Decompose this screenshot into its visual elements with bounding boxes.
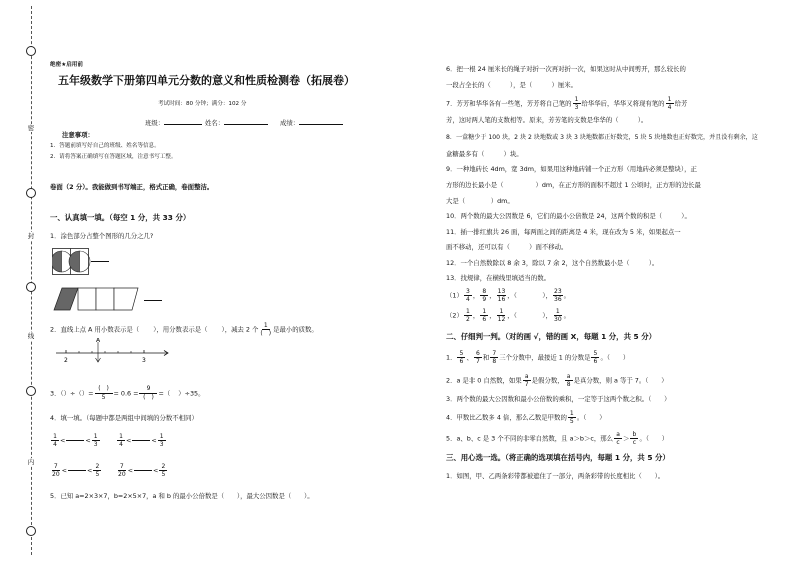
j1-part-d: 。（ ） [600, 353, 630, 362]
q8-line-1: 8．一盒糖少于 100 块，2 块 2 块地数或 3 块 3 块地数都正好数完，5 块 5 块地数也正好数完，并且没有剩余，这 [446, 134, 758, 141]
name-field[interactable] [205, 118, 268, 127]
seal-char: 线 [25, 332, 37, 340]
q13-row-1[interactable]: （1） $\frac{3}{4}$ ， $\frac{8}{9}$ ， $\frac{13}{16}$ ，（ ）， $\frac{23}{36}$ 。 [446, 288, 571, 303]
score-blank[interactable] [299, 118, 343, 125]
q6-line-1: 6．把一根 24 厘米长的绳子对折一次再对折一次，如果这时从中间剪开，那么较长的 [446, 65, 686, 73]
q10-text: 10．两个数的最大公因数是 6，它们的最小公倍数是 24，这两个数的积是（ ）。 [446, 212, 691, 220]
binding-margin [24, 6, 40, 555]
class-field[interactable] [145, 118, 202, 127]
q11-line-1: 11．插一排红旗共 26 面，每两面之间的距离是 4 米，现在改为 5 米，如果起点一 [446, 228, 681, 236]
neatness-note: 卷面（2 分）。我能做到书写端正，格式正确，卷面整洁。 [50, 183, 214, 191]
q3-part-a: ）÷（ [63, 389, 82, 398]
q9-line-1: 9．一种地砖长 4dm，宽 3dm，如果用这种地砖铺一个正方形（用地砖必须是整块），正 [446, 165, 697, 173]
notes-title: 注意事项： [62, 131, 94, 139]
j4-part-a: 4．甲数比乙数多 4 倍，那么乙数是甲数的 [446, 413, 567, 422]
q1-answer-1[interactable] [90, 253, 110, 270]
tick-3-label: 3 [142, 357, 146, 364]
j2-part-b: 是假分数， [531, 376, 564, 385]
judge-1[interactable]: 1． $\frac{5}{6}$ 、 $\frac{6}{7}$ 和 $\frac{7}{8}$ 三个分数中，最接近 1 的分数是 $\frac{5}{6}$ 。（ ） [446, 350, 630, 365]
binding-hole [26, 526, 36, 536]
q3-den: 5 [101, 394, 106, 401]
q1-text: 1．涂色部分占整个图形的几分之几? [50, 232, 154, 240]
j1-part-b: 和 [482, 353, 490, 362]
q4-item-3[interactable]: $\frac{7}{20}$ < < $\frac{2}{5}$ [50, 462, 102, 479]
number-line [56, 338, 172, 364]
q2-part-a: 2．直线上点 A 用小数表示是（ [50, 325, 140, 334]
choice-1: 1．如图，甲、乙两条彩带都被遮住了一部分，两条彩带的长度相比（ ）。 [446, 472, 665, 480]
q2-part-d: 是最小的质数。 [273, 325, 318, 334]
note-1: 1．答题前填写好自己的班级、姓名等信息。 [50, 143, 160, 149]
q3-prefix: 3．（ [50, 389, 64, 398]
binding-hole [26, 46, 36, 56]
exam-info: 考试时间：80 分钟；满分：102 分 [158, 101, 247, 107]
q3-part-e: ）÷35。 [178, 389, 205, 398]
j1-part-a: 1． [446, 353, 457, 362]
j5-part-a: 5．a、b、c 是 3 个不同的非零自然数，且 a＞b＞c，那么 [446, 434, 614, 443]
judge-4[interactable]: 4．甲数比乙数多 4 倍，那么乙数是甲数的 $\frac{1}{5}$ 。（ ） [446, 410, 606, 425]
j1-part-c: 三个分数中，最接近 1 的分数是 [499, 353, 591, 362]
q3-part-b: ）= [81, 389, 94, 398]
q13-text: 13．找规律，在横线里填适当的数。 [446, 274, 550, 282]
q2-part-c: ），减去 2 个 [221, 325, 259, 334]
secret-mark: 绝密★启用前 [50, 62, 83, 68]
seal-char: 密 [25, 124, 37, 132]
seal-char: 内 [25, 458, 37, 466]
q4-text: 4．填一填。（每题中都是两组中间填的分数不相同） [50, 414, 198, 422]
q7-part-1: 7．芳芳和华华各有一些笔，芳芳将自己笔的 [446, 99, 572, 108]
section3-title: 三、用心选一选。（将正确的选项填在括号内，每题 1 分，共 5 分） [446, 453, 670, 462]
seal-char: 封 [25, 232, 37, 240]
q3-part-c: = 0.6 = [113, 389, 139, 398]
note-2: 2．请将答案正确填写在答题区域，注意书写工整。 [50, 154, 177, 160]
q9-line-3: 大是（ ）dm。 [446, 197, 514, 205]
q7-part-2: 给华华后，华华又将现有笔的 [581, 99, 665, 108]
q8-line-2: 盒糖最多有（ ）块。 [446, 150, 523, 158]
q7-part-3: 给芳 [674, 99, 688, 108]
q6-line-2: 一段占全长的（ ），是（ ）厘米。 [446, 81, 578, 89]
q13-label-2: （2） [446, 311, 463, 320]
section2-title: 二、仔细判一判。（对的画 √，错的画 X，每题 1 分，共 5 分） [446, 332, 657, 341]
j4-part-b: 。（ ） [576, 413, 606, 422]
j5-part-c: 。（ ） [639, 434, 669, 443]
tick-2-label: 2 [64, 357, 68, 364]
q7-line-1: 7．芳芳和华华各有一些笔，芳芳将自己笔的 $\frac{1}{3}$ 给华华后，华华又将现有笔的 $\frac{1}{4}$ 给芳 [446, 96, 688, 111]
section1-title: 一、认真填一填。（每空 1 分，共 33 分） [50, 213, 191, 222]
q1-answer-2[interactable] [143, 292, 163, 309]
q12-text: 12．一个自然数除以 8 余 3，除以 7 余 2，这个自然数最小是（ ）。 [446, 259, 659, 267]
q1-figure-circles [52, 248, 92, 276]
q4-item-4[interactable]: $\frac{7}{20}$ < < $\frac{2}{5}$ [116, 462, 168, 479]
q3-num: 9 [139, 385, 157, 394]
score-field[interactable] [280, 118, 343, 127]
q7-line-2: 芳，这时两人笔的支数相等。原来，芳芳笔的支数是华华的（ ）。 [446, 116, 648, 124]
binding-hole [26, 386, 36, 396]
class-blank[interactable] [164, 118, 202, 125]
q2-part-b: ），用分数表示是（ [153, 325, 208, 334]
point-a-label: A [96, 338, 101, 344]
binding-hole [26, 282, 36, 292]
q4-item-2[interactable]: $\frac{1}{4}$ < < $\frac{1}{3}$ [116, 432, 167, 449]
q1-figure-parallelogram [52, 287, 142, 311]
q3-text: 3．（）÷（）= $\frac{( )}{5}$ = 0.6 = $\frac{9}{( )}$ =（ ）÷35。 [50, 385, 205, 401]
q11-line-2: 面不移动，还可以有（ ）面不移动。 [446, 243, 568, 251]
q2-text: 2．直线上点 A 用小数表示是（ ），用分数表示是（ ），减去 2 个 $\frac{1}{( )}$ 是最小的质数。 [50, 322, 318, 337]
j2-part-c: 是真分数，则 a 等于 7。（ ） [573, 376, 668, 385]
q13-row-2[interactable]: （2） $\frac{1}{2}$ ， $\frac{1}{6}$ ， $\frac{1}{12}$ ，（ ）， $\frac{1}{30}$ 。 [446, 308, 571, 323]
judge-5[interactable]: 5．a、b、c 是 3 个不同的非零自然数，且 a＞b＞c，那么 $\frac{a}{c}$ ＞ $\frac{b}{c}$ 。（ ） [446, 431, 669, 446]
judge-2[interactable]: 2．a 是非 0 自然数，如果 $\frac{a}{7}$ 是假分数， $\frac{a}{8}$ 是真分数，则 a 等于 7。（ ） [446, 373, 668, 388]
name-blank[interactable] [224, 118, 268, 125]
binding-hole [26, 188, 36, 198]
seal-line [31, 6, 32, 555]
q5-text: 5．已知 a=2×3×7，b=2×5×7，a 和 b 的最小公倍数是（ ），最大公因数是（ ）。 [50, 492, 314, 500]
score-label: 成绩： [280, 119, 300, 127]
q4-item-1[interactable]: $\frac{1}{4}$ < < $\frac{1}{3}$ [50, 432, 101, 449]
judge-3[interactable]: 3．两个数的最大公因数和最小公倍数的乘积，一定等于这两个数之积。（ ） [446, 395, 671, 403]
q9-line-2: 方形的边长最小是（ ）dm，在正方形的面积不超过 1 公顷时，正方形的边长最 [446, 181, 701, 189]
name-label: 姓名： [205, 119, 225, 127]
class-label: 班级： [145, 119, 165, 127]
q3-part-d: =（ [158, 389, 171, 398]
q13-label-1: （1） [446, 291, 463, 300]
j5-part-b: ＞ [623, 434, 630, 443]
j2-part-a: 2．a 是非 0 自然数，如果 [446, 376, 522, 385]
page-title: 五年级数学下册第四单元分数的意义和性质检测卷（拓展卷） [58, 74, 355, 87]
